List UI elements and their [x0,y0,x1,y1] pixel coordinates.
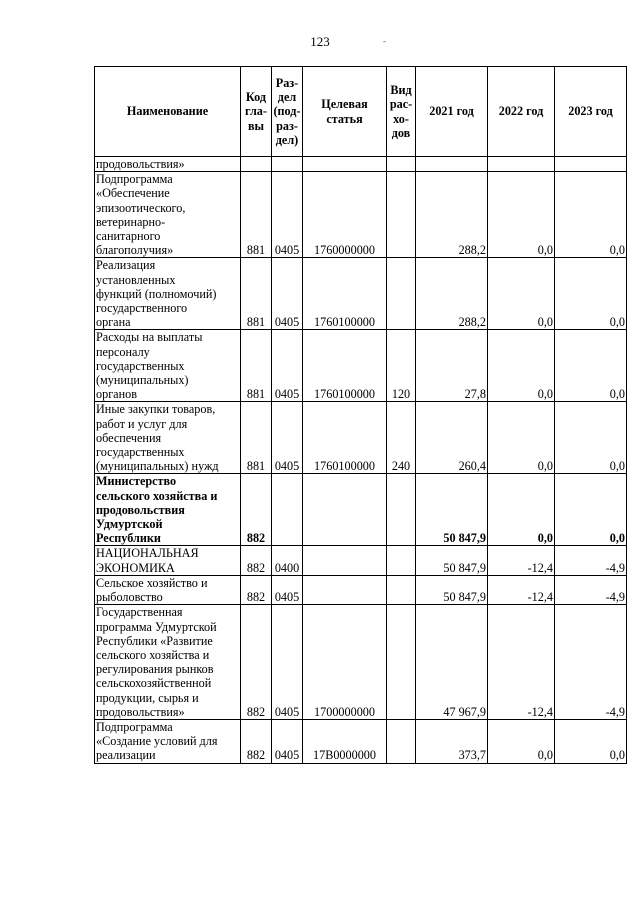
row-2023: 0,0 [555,402,627,474]
row-target: 17В0000000 [303,719,387,763]
row-section: 0405 [272,330,303,402]
row-name: Подпрограмма «Обеспечение эпизоотического, ветеринарно- санитарного благополучия» [95,172,241,258]
row-target: 1760100000 [303,330,387,402]
header-chapter-code: Код гла- вы [241,67,272,157]
table-row [95,157,627,172]
row-2023: -4,9 [555,546,627,575]
row-expense: 240 [387,402,416,474]
row-2022: 0,0 [488,258,555,330]
row-chapter: 882 [241,546,272,575]
row-2022: 0,0 [488,402,555,474]
row-name: Государственная программа Удмуртской Республики «Развитие сельского хозяйства и регулирования рынков сельскохозяйственной продукции, сырья и продовольствия» [95,605,241,720]
row-2023: -4,9 [555,575,627,604]
row-2021: 47 967,9 [416,605,488,720]
row-name: Реализация установленных функций (полномочий) государственного органа [95,258,241,330]
row-2022: 0,0 [488,719,555,763]
header-2021: 2021 год [416,67,488,157]
row-chapter: 881 [241,172,272,258]
row-expense [387,719,416,763]
row-2022 [488,157,555,172]
page-mark: - [383,36,386,46]
row-2023: 0,0 [555,258,627,330]
table-row [95,172,627,258]
row-2023: 0,0 [555,330,627,402]
table-row [95,474,627,546]
row-section: 0400 [272,546,303,575]
row-2021: 50 847,9 [416,546,488,575]
row-chapter: 882 [241,605,272,720]
row-expense [387,157,416,172]
row-2022: 0,0 [488,330,555,402]
row-name: Расходы на выплаты персоналу государственных (муниципальных) органов [95,330,241,402]
row-name: Сельское хозяйство и рыболовство [95,575,241,604]
row-expense [387,605,416,720]
table-header-row [95,67,627,157]
row-section [272,474,303,546]
page-number [0,34,640,50]
row-2021: 27,8 [416,330,488,402]
table-row [95,719,627,763]
row-2021: 288,2 [416,258,488,330]
budget-table [94,66,627,764]
table-row [95,605,627,720]
row-2022: 0,0 [488,474,555,546]
row-target [303,546,387,575]
row-target: 1760000000 [303,172,387,258]
row-2021: 373,7 [416,719,488,763]
row-target [303,157,387,172]
row-target: 1760100000 [303,402,387,474]
row-2023: -4,9 [555,605,627,720]
table-row [95,330,627,402]
row-expense [387,575,416,604]
row-section: 0405 [272,258,303,330]
row-expense [387,474,416,546]
row-2023: 0,0 [555,474,627,546]
row-expense: 120 [387,330,416,402]
row-2021: 288,2 [416,172,488,258]
row-2023: 0,0 [555,172,627,258]
table-row [95,402,627,474]
row-name: НАЦИОНАЛЬНАЯ ЭКОНОМИКА [95,546,241,575]
page-number-text: 123 [310,34,330,49]
row-target [303,474,387,546]
row-section: 0405 [272,575,303,604]
row-2021: 50 847,9 [416,575,488,604]
row-section [272,157,303,172]
row-2021: 260,4 [416,402,488,474]
table-row [95,546,627,575]
row-chapter: 882 [241,575,272,604]
header-expense-type: Вид рас- хо- дов [387,67,416,157]
row-section: 0405 [272,605,303,720]
row-section: 0405 [272,402,303,474]
row-chapter: 881 [241,330,272,402]
row-2022: -12,4 [488,605,555,720]
row-target [303,575,387,604]
row-expense [387,172,416,258]
header-section: Раз- дел (под- раз- дел) [272,67,303,157]
row-expense [387,546,416,575]
row-2021: 50 847,9 [416,474,488,546]
row-target: 1700000000 [303,605,387,720]
row-2023 [555,157,627,172]
row-chapter: 881 [241,258,272,330]
row-2022: 0,0 [488,172,555,258]
header-2022: 2022 год [488,67,555,157]
header-name: Наименование [95,67,241,157]
table-row [95,575,627,604]
row-2022: -12,4 [488,546,555,575]
row-chapter [241,157,272,172]
row-expense [387,258,416,330]
row-chapter: 882 [241,474,272,546]
row-section: 0405 [272,172,303,258]
header-2023: 2023 год [555,67,627,157]
row-2021 [416,157,488,172]
row-2022: -12,4 [488,575,555,604]
row-name: Подпрограмма «Создание условий для реализации [95,719,241,763]
row-name: Иные закупки товаров, работ и услуг для обеспечения государственных (муниципальных) нужд [95,402,241,474]
row-name: Министерство сельского хозяйства и продовольствия Удмуртской Республики [95,474,241,546]
row-chapter: 882 [241,719,272,763]
header-target-article: Целевая статья [303,67,387,157]
table-row [95,258,627,330]
row-target: 1760100000 [303,258,387,330]
row-name: продовольствия» [95,157,241,172]
row-section: 0405 [272,719,303,763]
row-2023: 0,0 [555,719,627,763]
row-chapter: 881 [241,402,272,474]
